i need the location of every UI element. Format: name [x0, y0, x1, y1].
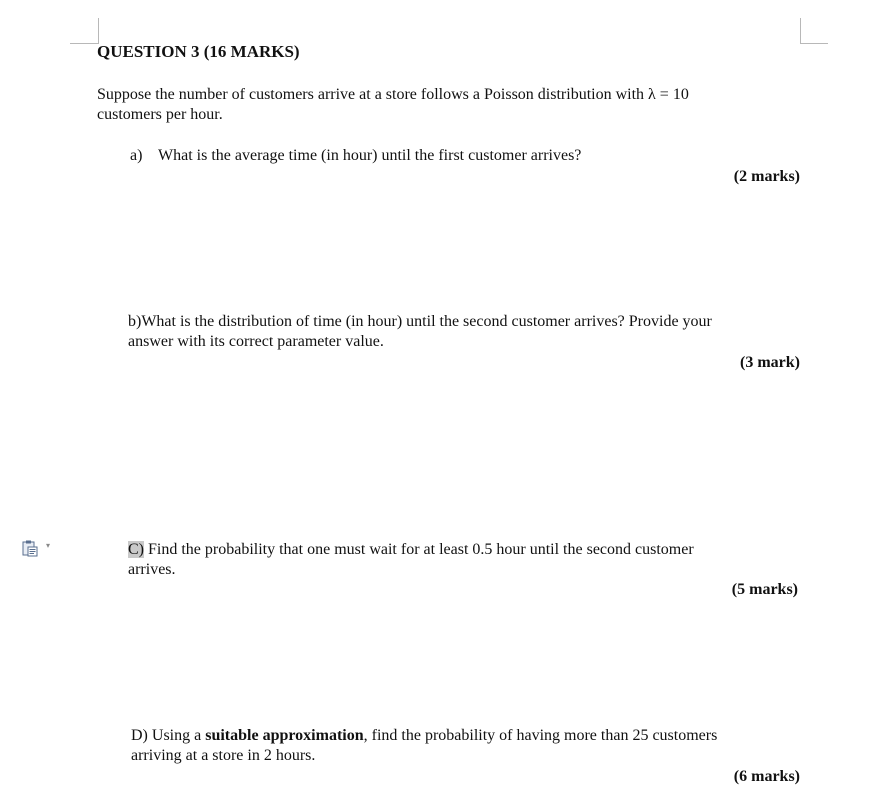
part-a-text: What is the average time (in hour) until the first customer arrives?	[158, 147, 582, 164]
part-a-question	[130, 147, 581, 165]
paste-options-icon[interactable]	[22, 540, 38, 557]
question-title: QUESTION 3 (16 MARKS)	[97, 42, 300, 61]
part-c-line-1	[128, 540, 800, 560]
paste-options-dropdown-arrow-icon[interactable]: ▾	[46, 541, 51, 550]
intro-line-2: customers per hour.	[97, 106, 223, 123]
part-a-label: a)	[130, 147, 143, 164]
page-corner-mark-top-right	[800, 18, 828, 44]
part-c-text: Find the probability that one must wait for at least 0.5 hour until the second customer	[144, 541, 694, 558]
part-d-line-2: arriving at a store in 2 hours.	[131, 747, 316, 764]
part-b-line-1: b)What is the distribution of time (in hour) until the second customer arrives? Provide your	[128, 313, 712, 330]
part-c-question	[128, 540, 800, 580]
part-d-bold-term: suitable approximation	[205, 727, 364, 744]
intro-line-1: Suppose the number of customers arrive at a store follows a Poisson distribution with λ = 10	[97, 86, 689, 103]
part-d-marks: (6 marks)	[733, 768, 800, 785]
part-d-rest: , find the probability of having more than 25 customers	[363, 727, 718, 744]
part-a-marks: (2 marks)	[733, 168, 800, 185]
part-c-marks: (5 marks)	[731, 581, 798, 598]
part-d-line-1	[131, 726, 800, 746]
part-b-line-2: answer with its correct parameter value.	[128, 333, 384, 350]
part-d-question	[131, 726, 800, 766]
part-b-question	[128, 312, 800, 352]
page-corner-mark-top-left	[70, 18, 99, 44]
part-c-line-2: arrives.	[128, 561, 176, 578]
part-b-marks: (3 mark)	[740, 354, 800, 371]
part-d-prefix: D) Using a	[131, 727, 206, 744]
part-c-label-selected[interactable]: C)	[128, 541, 144, 558]
question-intro	[97, 85, 800, 125]
